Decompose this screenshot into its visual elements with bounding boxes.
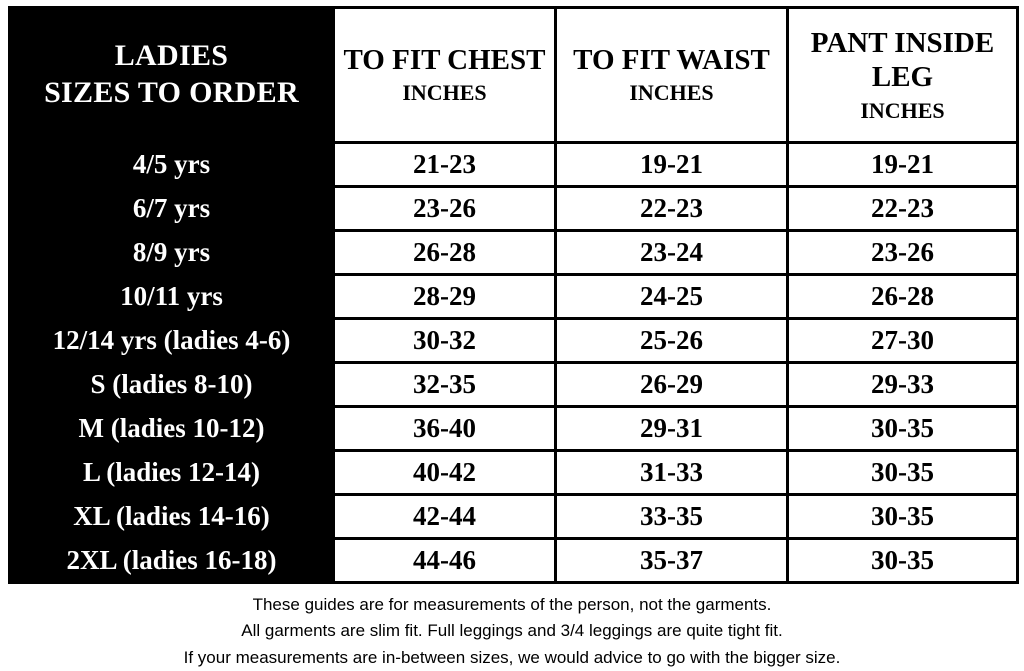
row-chest-value: 44-46 xyxy=(334,539,556,583)
table-row xyxy=(10,187,1018,231)
note-line-1: These guides are for measurements of the person, not the garments. xyxy=(252,595,772,614)
header-sizes-to-order-text: SIZES TO ORDER xyxy=(44,76,299,109)
row-waist-value: 22-23 xyxy=(556,187,788,231)
row-size-label: 8/9 yrs xyxy=(10,231,334,275)
row-waist-value: 35-37 xyxy=(556,539,788,583)
row-waist-value: 31-33 xyxy=(556,451,788,495)
measurement-notes xyxy=(8,592,1016,671)
row-inside-leg-value: 22-23 xyxy=(788,187,1018,231)
header-chest-title: TO FIT CHEST xyxy=(343,44,546,77)
header-ladies-text: LADIES xyxy=(114,39,229,73)
row-inside-leg-value: 19-21 xyxy=(788,143,1018,187)
header-waist-title: TO FIT WAIST xyxy=(573,44,770,77)
row-inside-leg-value: 30-35 xyxy=(788,495,1018,539)
header-chest-unit: INCHES xyxy=(402,80,487,106)
row-chest-value: 26-28 xyxy=(334,231,556,275)
table-row xyxy=(10,539,1018,583)
row-size-label: 12/14 yrs (ladies 4-6) xyxy=(10,319,334,363)
row-chest-value: 42-44 xyxy=(334,495,556,539)
row-waist-value: 26-29 xyxy=(556,363,788,407)
row-size-label: M (ladies 10-12) xyxy=(10,407,334,451)
row-waist-value: 23-24 xyxy=(556,231,788,275)
header-inside-leg-title: PANT INSIDE LEG xyxy=(810,27,995,94)
header-waist xyxy=(556,8,788,143)
row-chest-value: 36-40 xyxy=(334,407,556,451)
row-chest-value: 21-23 xyxy=(334,143,556,187)
row-inside-leg-value: 23-26 xyxy=(788,231,1018,275)
ladies-size-chart-table xyxy=(8,6,1019,584)
row-inside-leg-value: 27-30 xyxy=(788,319,1018,363)
row-size-label: 10/11 yrs xyxy=(10,275,334,319)
row-size-label: L (ladies 12-14) xyxy=(10,451,334,495)
row-chest-value: 23-26 xyxy=(334,187,556,231)
row-inside-leg-value: 30-35 xyxy=(788,407,1018,451)
table-row xyxy=(10,143,1018,187)
row-waist-value: 33-35 xyxy=(556,495,788,539)
table-row xyxy=(10,319,1018,363)
row-chest-value: 40-42 xyxy=(334,451,556,495)
table-row xyxy=(10,275,1018,319)
row-chest-value: 28-29 xyxy=(334,275,556,319)
row-inside-leg-value: 30-35 xyxy=(788,539,1018,583)
row-inside-leg-value: 30-35 xyxy=(788,451,1018,495)
header-inside-leg xyxy=(788,8,1018,143)
row-inside-leg-value: 29-33 xyxy=(788,363,1018,407)
header-chest xyxy=(334,8,556,143)
row-size-label: 4/5 yrs xyxy=(10,143,334,187)
note-line-3: If your measurements are in-between sizes, we would advice to go with the bigger size. xyxy=(183,647,841,667)
header-inside-leg-unit: INCHES xyxy=(860,97,945,123)
header-size-label xyxy=(10,8,334,143)
table-row xyxy=(10,451,1018,495)
row-size-label: 2XL (ladies 16-18) xyxy=(10,539,334,583)
row-inside-leg-value: 26-28 xyxy=(788,275,1018,319)
table-header-row xyxy=(10,8,1018,143)
row-chest-value: 30-32 xyxy=(334,319,556,363)
table-row xyxy=(10,363,1018,407)
table-row xyxy=(10,231,1018,275)
row-size-label: S (ladies 8-10) xyxy=(10,363,334,407)
row-waist-value: 24-25 xyxy=(556,275,788,319)
row-chest-value: 32-35 xyxy=(334,363,556,407)
note-line-2: All garments are slim fit. Full leggings and 3/4 leggings are quite tight fit. xyxy=(241,621,783,641)
table-row xyxy=(10,495,1018,539)
header-waist-unit: INCHES xyxy=(629,80,714,106)
row-size-label: 6/7 yrs xyxy=(10,187,334,231)
row-waist-value: 29-31 xyxy=(556,407,788,451)
row-waist-value: 25-26 xyxy=(556,319,788,363)
table-row xyxy=(10,407,1018,451)
row-size-label: XL (ladies 14-16) xyxy=(10,495,334,539)
row-waist-value: 19-21 xyxy=(556,143,788,187)
